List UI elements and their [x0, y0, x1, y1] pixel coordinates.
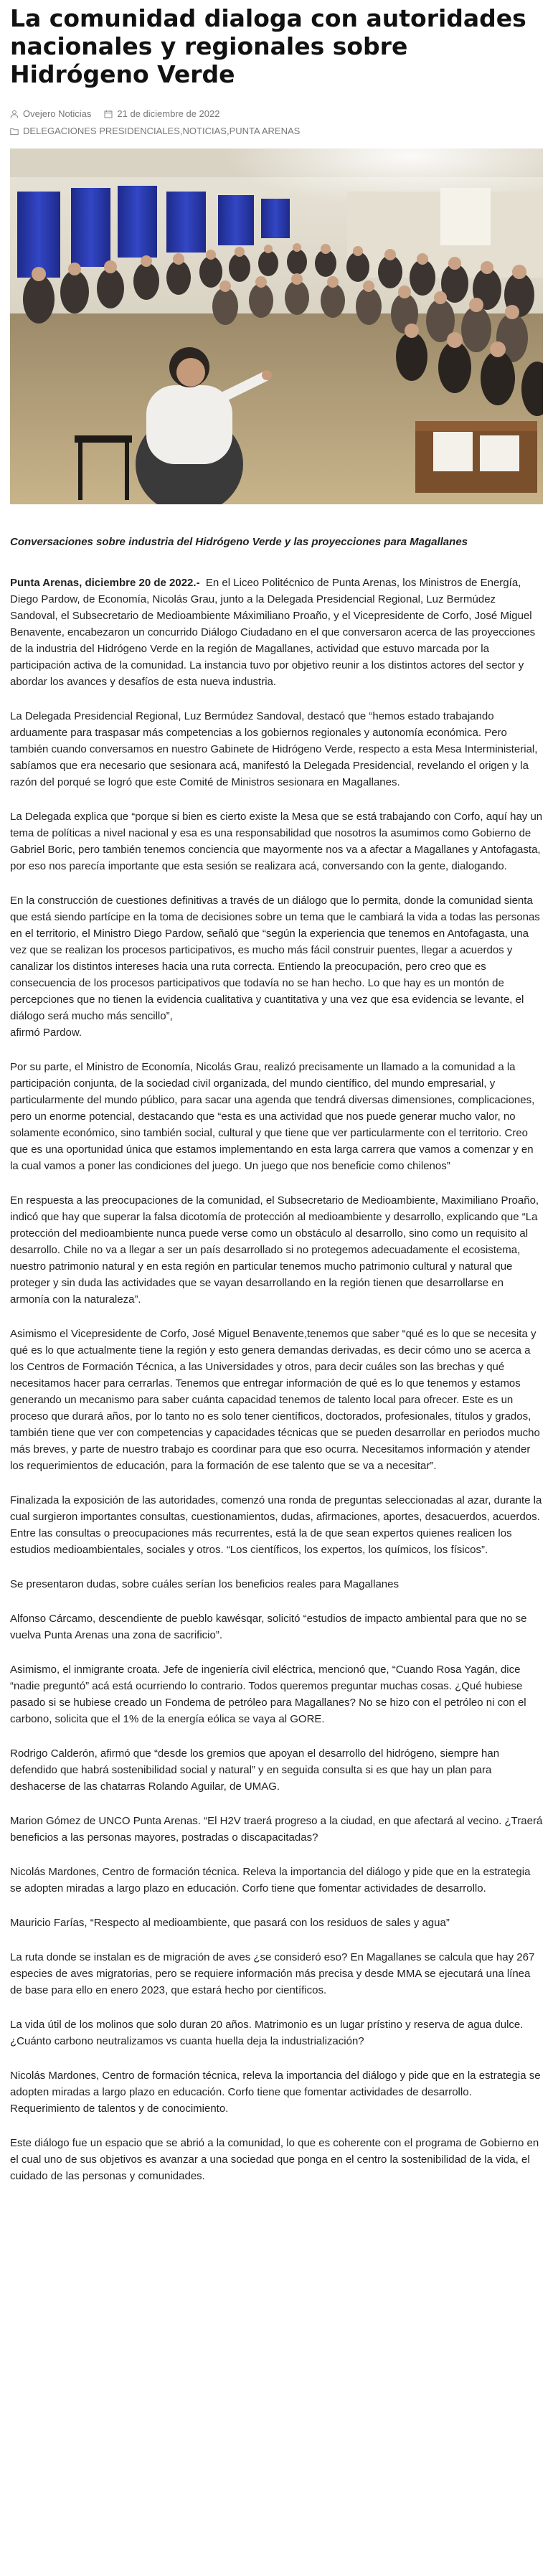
paragraph: Por su parte, el Ministro de Economía, Nicolás Grau, realizó precisamente un llamado a la comunidad a la participación conjunta, de la sociedad civil organizada, del mundo científico, del mundo empresarial, y particularmente del mundo público, para sacar una agenda que tendrá diversas dimensiones, complicaciones, pero un enorme potencial, destacando que “esta es una actividad que nos puede generar mucho valor, no solamente económico, sino también social, cultural y que tiene que ver particularmente con el territorio. Creo que es una oportunidad única que estamos implementando en esta larga carrera que vamos a comenzar y en la cual vamos a poner las condiciones del juego. Un juego que nos beneficie como chilenos” [10, 1061, 535, 1172]
paragraph: La Delegada explica que “porque si bien es cierto existe la Mesa que se está trabajando con Corfo, aquí hay un tema de políticas a nivel nacional y esa es una responsabilidad que nosotros la asumimos como Gobierno de Gabriel Boric, pero también tenemos conciencia que mayormente nos va a afectar a Magallanes y Antofagasta, por eso nos parecía importante que esta sesión se realizara acá, conversando con la gente, dialogando. [10, 811, 543, 872]
paragraph: Alfonso Cárcamo, descendiente de pueblo kawésqar, solicitó “estudios de impacto ambiental para que no se vuelva Punta Arenas una zona de sacrificio”. [10, 1613, 527, 1641]
date-meta [104, 107, 219, 121]
paragraph: Mauricio Farías, “Respecto al medioambiente, que pasará con los residuos de sales y agua” [10, 1917, 450, 1929]
paragraph: Marion Gómez de UNCO Punta Arenas. “El H2V traerá progreso a la ciudad, en que afectará al vecino. ¿Traerá beneficios a las personas mayores, postradas o discapacitadas? [10, 1815, 543, 1844]
paragraph: Asimismo, el inmigrante croata. Jefe de ingeniería civil eléctrica, mencionó que, “Cuando Rosa Yagán, dice “nadie preguntó” acá está ocurriendo lo contrario. Todos queremos preguntar muchas cosas. ¿Qué hubiese pasado si se hubiese creado un Fondema de petróleo para Magallanes? No se hizo con el petróleo ni con el carbono, solicita que el 1% de la energía eólica se vaya al GORE. [10, 1664, 526, 1725]
paragraph: En la construcción de cuestiones definitivas a través de un diálogo que lo permita, donde la comunidad sienta que está siendo partícipe en la toma de decisiones sobre un tema que le cambiará la vida a todas las personas en el territorio, el Ministro Diego Pardow, señaló que “según la experiencia que tenemos en Antofagasta, una vez que se realizan los procesos participativos, es mucho más fácil construir puentes, llegar a acuerdos y canalizar los distintos intereses hacia una ruta correcta. Entiendo la preocupación, pero creo que es consecuencia de los procesos participativos que todavía no se han hecho. Lo que hay es un montón de percepciones que no tienen la evidencia cualitativa y cuantitativa y una vez que esa evidencia se levante, el diálogo será mucho más sencillo”, afirmó Pardow. [10, 895, 540, 1039]
author-link[interactable]: Ovejero Noticias [23, 108, 92, 119]
paragraph: En respuesta a las preocupaciones de la comunidad, el Subsecretario de Medioambiente, Maximiliano Proaño, indicó que hay que superar la falsa dicotomía de protección al medioambiente y desarrollo, explicando que “La protección del medioambiente nunca puede verse como un obstáculo al desarrollo, sino como un requisito al desarrollo. Chile no va a llegar a ser un país desarrollado si no protegemos adecuadamente el ecosistema, nuestro patrimonio natural y en esta región en particular tenemos mucho patrimonio cultural y natural que proteger y sin duda las actividades que se vayan desarrollando en la región tienen que desarrollarse en armonía con la naturaleza”. [10, 1194, 539, 1306]
paragraph: La Delegada Presidencial Regional, Luz Bermúdez Sandoval, destacó que “hemos estado trabajando arduamente para traspasar más competencias a los gobiernos regionales y autonomía económica. Pero también cuando conversamos en nuestro Gabinete de Hidrógeno Verde, respecto a esta Mesa Interministerial, sabíamos que era necesario que sesionara acá, manifestó la Delegada Presidencial, revelando el origen y la razón del porqué se logró que este Comité de Ministros sesionara en Magallanes. [10, 710, 538, 788]
category-link[interactable]: NOTICIAS [182, 126, 227, 136]
user-icon [10, 110, 19, 118]
paragraph: Nicolás Mardones, Centro de formación técnica, releva la importancia del diálogo y pide que en la estrategia se adopten miradas a largo plazo en educación. Corfo tiene que fomentar actividades de desarrollo. Requerimiento de talentos y de conocimiento. [10, 2070, 541, 2115]
photo-caption: Conversaciones sobre industria del Hidrógeno Verde y las proyecciones para Magallanes [10, 536, 468, 548]
publish-date: 21 de diciembre de 2022 [117, 108, 220, 119]
calendar-icon [104, 110, 113, 118]
category-separator: , [226, 126, 230, 136]
paragraph: Este diálogo fue un espacio que se abrió a la comunidad, lo que es coherente con el programa de Gobierno en el cual uno de sus objetivos es avanzar a una sociedad que ponga en el centro la sostenibilidad de la vida, el cuidado de las personas y comunidades. [10, 2137, 539, 2182]
paragraph: La ruta donde se instalan es de migración de aves ¿se consideró eso? En Magallanes se calcula que hay 267 especies de aves migratorias, pero se requiere información más precisa y desde MMA se ejecutará una línea de base para ello en enero 2023, que estará hecho por científicos. [10, 1951, 535, 1996]
paragraph: Finalizada la exposición de las autoridades, comenzó una ronda de preguntas seleccionadas al azar, durante la cual surgieron importantes consultas, cuestionamientos, dudas, afirmaciones, aportes, desacuerdos, acuerdos. Entre las consultas o preocupaciones más recurrentes, está la de que sean expertos quienes realicen los estudios medioambientales, sociales y otros. “Los científicos, los expertos, los químicos, los físicos”. [10, 1494, 542, 1556]
article-title: La comunidad dialoga con autoridades nacionales y regionales sobre Hidrógeno Verde [10, 4, 526, 88]
folder-icon [10, 127, 19, 136]
lead-paragraph [10, 575, 543, 690]
category-link[interactable]: PUNTA ARENAS [229, 126, 301, 136]
paragraph: Asimismo el Vicepresidente de Corfo, José Miguel Benavente,tenemos que saber “qué es lo que se necesita y qué es lo que actualmente tiene la región y esto genera demandas derivadas, es decir cómo uno se acerca a los Centros de Formación Técnica, a las Universidades y otros, para decir cuáles son las brechas y qué necesitamos hacer para cerrarlas. Tenemos que entregar información de qué es lo que tenemos y estamos generando un mecanismo para saber cuánta capacidad tenemos de talento local para ofrecer. Este es un proceso que durará años, por lo tanto no es solo tener científicos, doctorados, profesionales, títulos y grados, también tiene que ver con competencias y capacidades técnicas que se pueden desarrollar en periodos mucho más breves, y parte de nuestro trabajo es coordinar para que eso ocurra. Necesitamos información y atender los requerimientos de educación, para la formación de ese talento que se va a necesitar”. [10, 1328, 540, 1472]
paragraph: Se presentaron dudas, sobre cuáles serían los beneficios reales para Magallanes [10, 1578, 399, 1590]
article-body [10, 575, 543, 2184]
paragraph: Nicolás Mardones, Centro de formación técnica. Releva la importancia del diálogo y pide que en la estrategia se adopten miradas a largo plazo en educación. Corfo tiene que fomentar actividades de desarrollo. [10, 1866, 531, 1895]
article-meta [10, 107, 543, 138]
paragraph: Rodrigo Calderón, afirmó que “desde los gremios que apoyan el desarrollo del hidrógeno, siempre han defendido que habrá sostenibilidad social y natural” y en seguida consulta si es que hay un plan para deshacerse de las chatarras Rolando Aguilar, de UMAG. [10, 1747, 500, 1793]
author-meta [10, 107, 91, 121]
lead-text: En el Liceo Politécnico de Punta Arenas, los Ministros de Energía, Diego Pardow, de Economía, Nicolás Grau, junto a la Delegada Presidencial Regional, Luz Bermúdez Sandoval, el Subsecretario de Medioambiente Máximiliano Proaño, y el Vicepresidente de Corfo, José Miguel Benavente, encabezaron un concurrido Diálogo Ciudadano en el que conversaron acerca de las proyecciones de la industria del Hidrógeno Verde en la región de Magallanes, actividad que estuvo marcada por la participación activa de la comunidad. La instancia tuvo por objetivo reunir a los distintos actores del sector y abordar los avances y desafíos de esta nueva industria. [10, 577, 536, 688]
category-link[interactable]: DELEGACIONES PRESIDENCIALES [23, 126, 180, 136]
dateline: Punta Arenas, diciembre 20 de 2022.- [10, 577, 200, 589]
paragraph: La vida útil de los molinos que solo duran 20 años. Matrimonio es un lugar prístino y reserva de agua dulce. ¿Cuánto carbono neutralizamos vs cuanta huella deja la industrialización? [10, 2019, 524, 2047]
featured-photo [10, 148, 543, 504]
category-separator: , [179, 126, 183, 136]
